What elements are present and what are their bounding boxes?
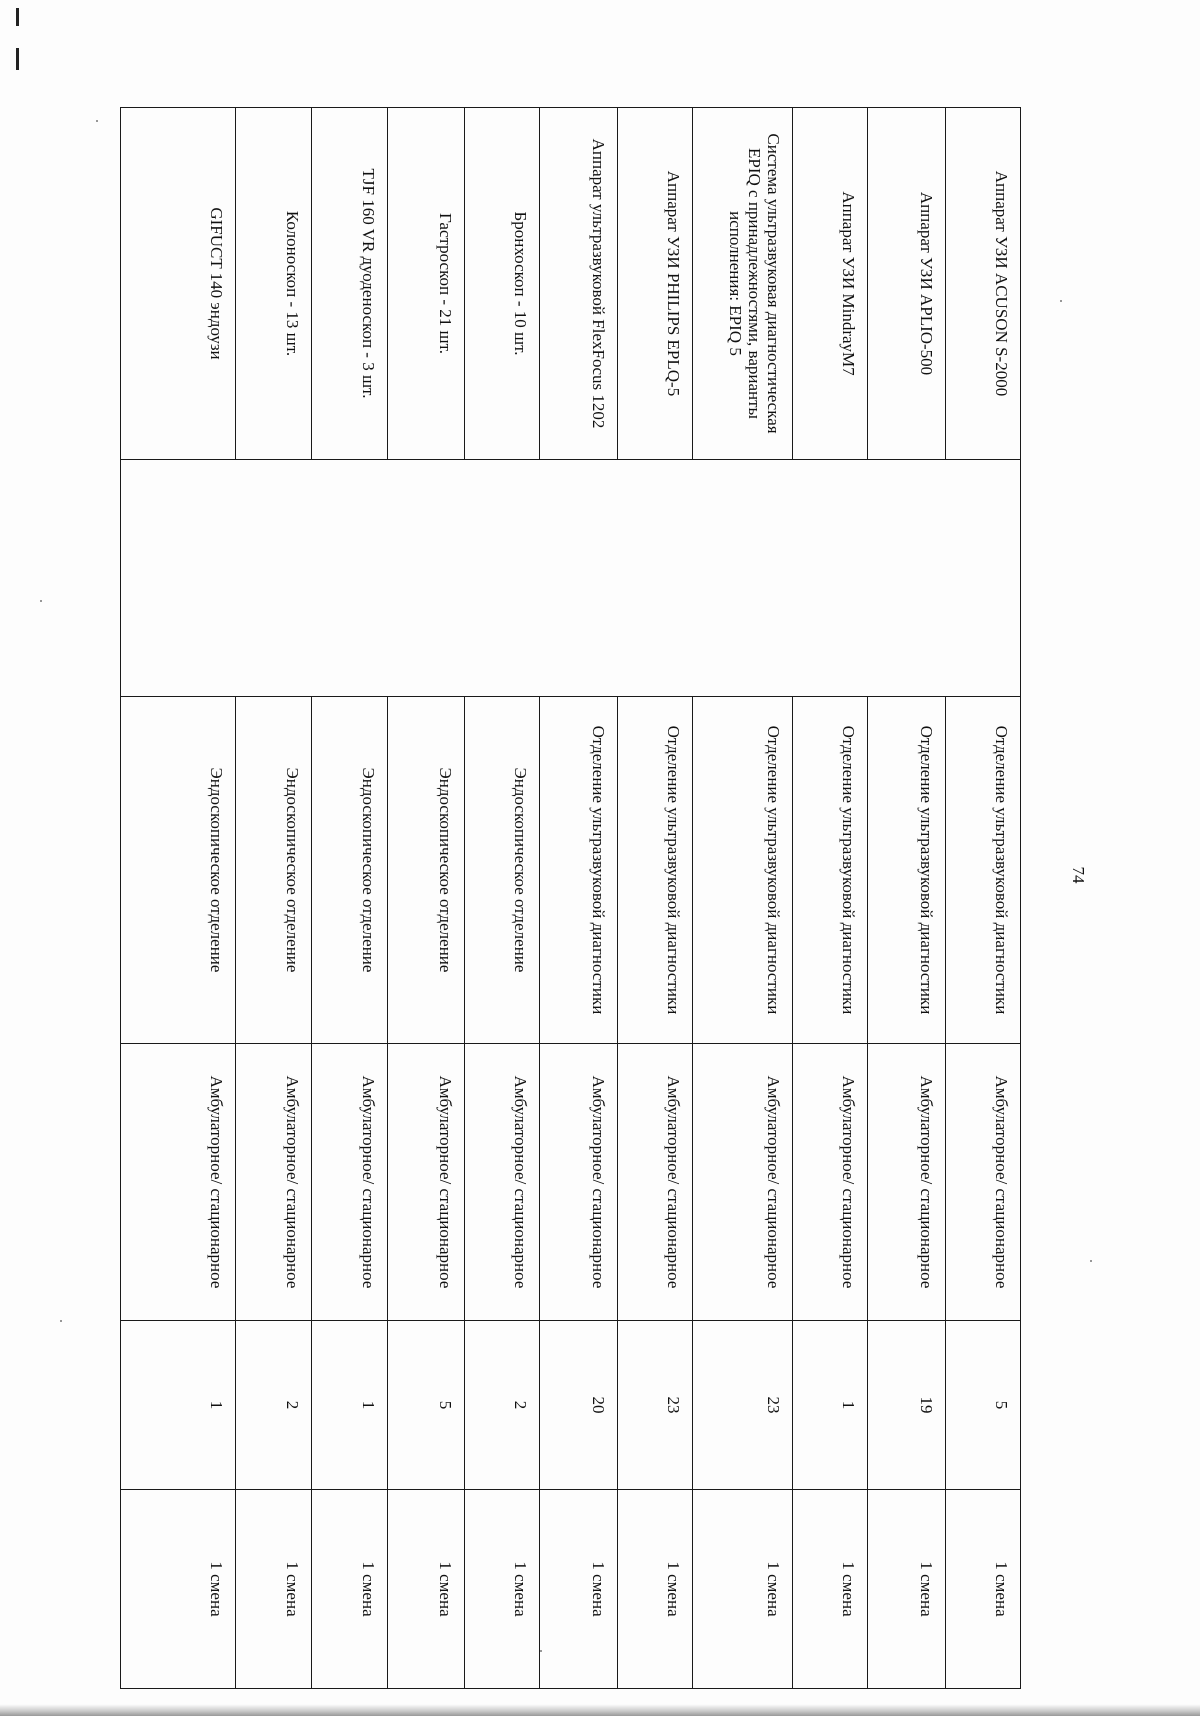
equipment-name-cell: Аппарат ультразвуковой FlexFocus 1202 [540,108,618,460]
shift-cell: 1 смена [236,1490,312,1689]
department-cell: Эндоскопическое отделение [312,697,388,1044]
blank-column-cell [121,460,1021,697]
care-type-cell: Амбулаторное/ стационарное [312,1044,388,1321]
scan-speck [60,1320,62,1322]
page-number: 74 [1069,866,1088,884]
department-cell: Эндоскопическое отделение [465,697,540,1044]
care-type-cell: Амбулаторное/ стационарное [388,1044,465,1321]
equipment-name-cell: GIFUCT 140 эндоузи [121,108,236,460]
table-row [236,108,312,1689]
quantity-cell: 2 [465,1321,540,1490]
department-cell: Эндоскопическое отделение [121,697,236,1044]
scan-edge-bottom [0,1704,1200,1716]
table-row [793,108,868,1689]
department-cell: Отделение ультразвуковой диагностики [946,697,1021,1044]
table-row [946,108,1021,1689]
table-row [868,108,946,1689]
shift-cell: 1 смена [946,1490,1021,1689]
table-row [121,108,236,1689]
equipment-name-cell: Аппарат УЗИ MindrayM7 [793,108,868,460]
quantity-cell: 2 [236,1321,312,1490]
shift-cell: 1 смена [793,1490,868,1689]
quantity-cell: 1 [312,1321,388,1490]
equipment-name-cell: Колоноскоп - 13 шт. [236,108,312,460]
scan-speck [1060,300,1062,302]
scan-speck [540,1650,542,1652]
table-row [618,108,693,1689]
equipment-name-cell: TJF 160 VR дуоденоскоп - 3 шт. [312,108,388,460]
department-cell: Отделение ультразвуковой диагностики [793,697,868,1044]
quantity-cell: 20 [540,1321,618,1490]
scan-speck [1090,1260,1092,1262]
care-type-cell: Амбулаторное/ стационарное [121,1044,236,1321]
table-row [693,108,793,1689]
scan-speck [96,120,98,122]
scan-edge-marks [0,0,24,80]
quantity-cell: 1 [121,1321,236,1490]
equipment-table [120,107,1021,1689]
care-type-cell: Амбулаторное/ стационарное [946,1044,1021,1321]
department-cell: Отделение ультразвуковой диагностики [693,697,793,1044]
department-cell: Отделение ультразвуковой диагностики [868,697,946,1044]
care-type-cell: Амбулаторное/ стационарное [693,1044,793,1321]
care-type-cell: Амбулаторное/ стационарное [618,1044,693,1321]
care-type-cell: Амбулаторное/ стационарное [868,1044,946,1321]
scan-speck [40,600,42,602]
care-type-cell: Амбулаторное/ стационарное [540,1044,618,1321]
shift-cell: 1 смена [121,1490,236,1689]
shift-cell: 1 смена [540,1490,618,1689]
care-type-cell: Амбулаторное/ стационарное [236,1044,312,1321]
department-cell: Эндоскопическое отделение [236,697,312,1044]
quantity-cell: 5 [946,1321,1021,1490]
equipment-name-cell: Гастроскоп - 21 шт. [388,108,465,460]
quantity-cell: 19 [868,1321,946,1490]
department-cell: Отделение ультразвуковой диагностики [540,697,618,1044]
quantity-cell: 23 [693,1321,793,1490]
shift-cell: 1 смена [465,1490,540,1689]
equipment-name-cell: Бронхоскоп - 10 шт. [465,108,540,460]
rotated-table-wrapper [121,107,1021,1617]
table-row [465,108,540,1689]
department-cell: Эндоскопическое отделение [388,697,465,1044]
table-row [388,108,465,1689]
shift-cell: 1 смена [312,1490,388,1689]
quantity-cell: 23 [618,1321,693,1490]
equipment-name-cell: Аппарат УЗИ ACUSON S-2000 [946,108,1021,460]
table-row [540,108,618,1689]
equipment-name-cell: Система ультразвуковая диагностическая EPIQ с принадлежностями, варианты исполнения: EPIQ 5 [693,108,793,460]
quantity-cell: 1 [793,1321,868,1490]
shift-cell: 1 смена [388,1490,465,1689]
shift-cell: 1 смена [618,1490,693,1689]
care-type-cell: Амбулаторное/ стационарное [793,1044,868,1321]
care-type-cell: Амбулаторное/ стационарное [465,1044,540,1321]
shift-cell: 1 смена [868,1490,946,1689]
quantity-cell: 5 [388,1321,465,1490]
table-row [312,108,388,1689]
department-cell: Отделение ультразвуковой диагностики [618,697,693,1044]
equipment-name-cell: Аппарат УЗИ PHILIPS EPLQ-5 [618,108,693,460]
shift-cell: 1 смена [693,1490,793,1689]
equipment-name-cell: Аппарат УЗИ APLIO-500 [868,108,946,460]
